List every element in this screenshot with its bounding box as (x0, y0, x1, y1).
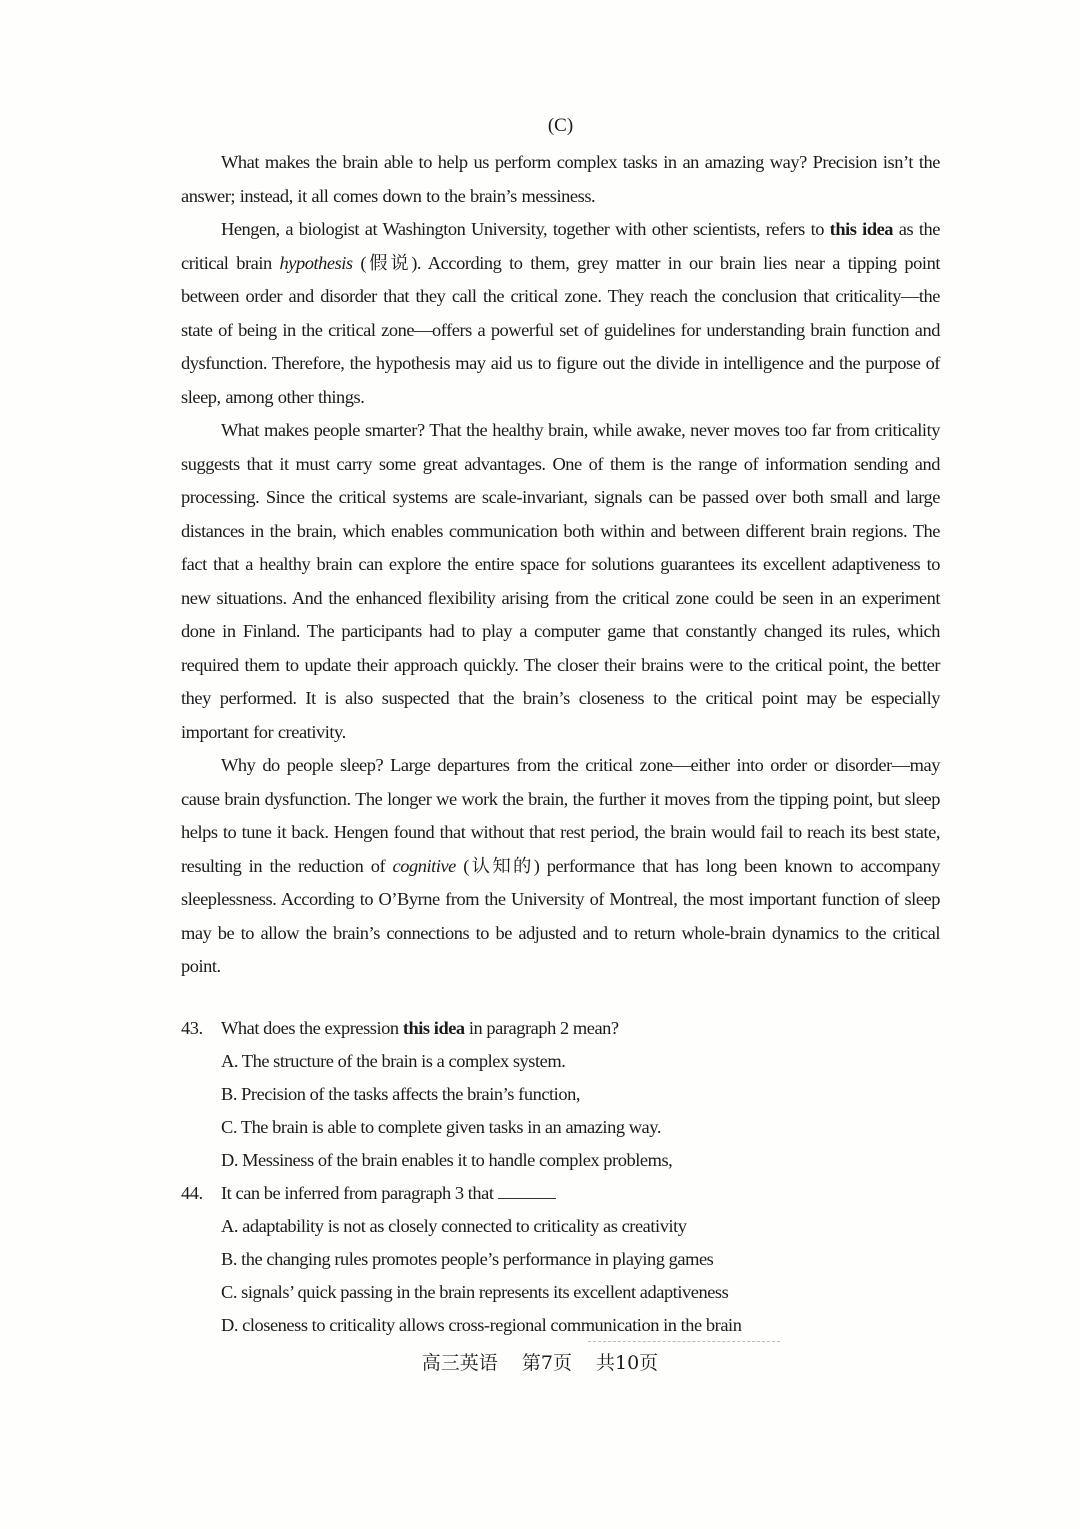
option-d: D. Messiness of the brain enables it to handle complex problems, (221, 1150, 673, 1170)
paragraph-4-text-1: Why do people sleep? Large departures from the critical zone—either into order or disorder—may cause brain dysfunction. The longer we work the brain, the further it moves from the tipping point, but sleep helps to tune it back. Hengen found that without that rest period, the brain would fail to reach its best state, resulting in the reduction of (181, 755, 940, 876)
paragraph-2 (181, 213, 940, 414)
question-text-pre: It can be inferred from paragraph 3 that (221, 1183, 494, 1203)
question-44 (181, 1177, 941, 1342)
term-cognitive: cognitive (392, 855, 456, 876)
question-stem (181, 1012, 941, 1045)
question-text-post: in paragraph 2 mean? (464, 1018, 619, 1038)
term-hypothesis: hypothesis (279, 252, 353, 273)
section-label: (C) (547, 115, 574, 136)
option-a: A. adaptability is not as closely connected to criticality as creativity (221, 1216, 687, 1236)
option-d: D. closeness to criticality allows cross-regional communication in the brain (221, 1315, 742, 1335)
paragraph-4 (181, 749, 940, 984)
option-b: B. Precision of the tasks affects the brain’s function, (221, 1084, 580, 1104)
paragraph-2-text-1: Hengen, a biologist at Washington University, together with other scientists, refers to (221, 219, 830, 239)
option-b: B. the changing rules promotes people’s performance in playing games (221, 1249, 714, 1269)
option-c: C. The brain is able to complete given tasks in an amazing way. (221, 1117, 661, 1137)
emphasis-this-idea: this idea (829, 219, 894, 239)
paragraph-3: What makes people smarter? That the healthy brain, while awake, never moves too far from criticality suggests that it must carry some great advantages. One of them is the range of information sending and processing. Since the critical systems are scale-invariant, signals can be passed over both small and large distances in the brain, which enables communication both within and between different brain regions. The fact that a healthy brain can explore the entire space for solutions guarantees its excellent adaptiveness to new situations. And the enhanced flexibility arising from the critical zone could be seen in an experiment done in Finland. The participants had to play a computer game that constantly changed its rules, which required them to update their approach quickly. The closer their brains were to the critical point, the better they performed. It is also suspected that the brain’s closeness to the critical point may be especially important for creativity. (181, 420, 940, 742)
passage-container (181, 112, 940, 984)
questions-section (181, 1012, 941, 1342)
scan-artifact-line (588, 1341, 780, 1344)
question-text-bold: this idea (402, 1018, 465, 1038)
option-c: C. signals’ quick passing in the brain represents its excellent adaptiveness (221, 1282, 729, 1302)
footer-total-pages: 共10页 (596, 1352, 659, 1374)
paragraph-2-text-2: as the critical brain (181, 219, 940, 273)
paragraph-1: What makes the brain able to help us perform complex tasks in an amazing way? Precision isn’t the answer; instead, it all comes down to the brain’s messiness. (181, 152, 940, 206)
paragraph-2-text-3: (假说). According to them, grey matter in our brain lies near a tipping point between order and disorder that they call the critical zone. They reach the conclusion that criticality—the state of being in the critical zone—offers a powerful set of guidelines for understanding brain function and dysfunction. Therefore, the hypothesis may aid us to figure out the divide in intelligence and the purpose of sleep, among other things. (181, 252, 940, 407)
answer-blank (498, 1184, 556, 1199)
question-43 (181, 1012, 941, 1177)
question-number: 44. (181, 1183, 203, 1203)
question-text-pre: What does the expression (221, 1018, 403, 1038)
footer-page-number: 第7页 (521, 1352, 572, 1374)
question-text (221, 1177, 556, 1210)
question-text (221, 1012, 619, 1045)
paragraph-4-text-2: (认知的) performance that has long been known to accompany sleeplessness. According to O’Byrne from the University of Montreal, the most important function of sleep may be to allow the brain’s connections to be adjusted and to return whole-brain dynamics to the critical point. (181, 855, 941, 976)
question-stem (181, 1177, 941, 1210)
footer-subject: 高三英语 (421, 1352, 498, 1374)
page-footer (0, 1348, 1080, 1375)
option-a: A. The structure of the brain is a complex system. (221, 1051, 566, 1071)
question-number: 43. (181, 1018, 203, 1038)
